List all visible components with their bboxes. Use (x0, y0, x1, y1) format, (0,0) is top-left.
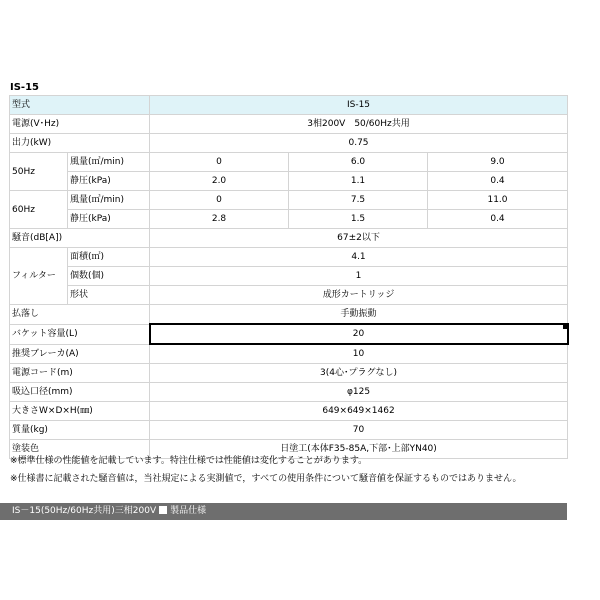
cell-value[interactable]: IS-15 (150, 96, 568, 115)
note-performance: ※標準仕様の性能値を記載しています。特注仕様では性能値は変化することがあります。 (10, 456, 368, 466)
cell-value[interactable]: 7.5 (289, 191, 428, 210)
cell-group[interactable]: 50Hz (10, 153, 68, 191)
table-row-cord (10, 364, 568, 383)
footer-bar (0, 503, 567, 520)
table-row-50hz-flow (10, 153, 568, 172)
cell-label[interactable]: 大きさW×D×H(㎜) (10, 402, 150, 421)
cell-label[interactable]: 電源(V･Hz) (10, 115, 150, 134)
table-row-noise (10, 229, 568, 248)
table-row-output (10, 134, 568, 153)
cell-label[interactable]: 面積(㎡) (68, 248, 150, 267)
sheet-title: IS-15 (10, 82, 39, 93)
footer-text: IS－15(50Hz/60Hz共用)三相200V (12, 506, 157, 516)
cell-value[interactable]: 1.5 (289, 210, 428, 229)
cell-value[interactable]: 成形カートリッジ (150, 286, 568, 305)
selected-cell[interactable]: 20 (150, 324, 568, 344)
cell-value[interactable]: 6.0 (289, 153, 428, 172)
table-row-50hz-pressure (10, 172, 568, 191)
cell-value[interactable]: 0.4 (428, 210, 568, 229)
table-row-filter-area (10, 248, 568, 267)
table-row-breaker (10, 344, 568, 364)
table-row-filter-count (10, 267, 568, 286)
square-icon (159, 506, 167, 514)
cell-value[interactable]: φ125 (150, 383, 568, 402)
cell-label[interactable]: 静圧(kPa) (68, 210, 150, 229)
cell-value[interactable]: 11.0 (428, 191, 568, 210)
table-row-60hz-pressure (10, 210, 568, 229)
cell-value[interactable]: 70 (150, 421, 568, 440)
table-row-power (10, 115, 568, 134)
cell-label[interactable]: 吸込口径(mm) (10, 383, 150, 402)
cell-label[interactable]: 推奨ブレーカ(A) (10, 344, 150, 364)
cell-label[interactable]: 型式 (10, 96, 150, 115)
cell-value[interactable]: 0 (150, 153, 289, 172)
cell-value[interactable]: 2.0 (150, 172, 289, 191)
cell-value[interactable]: 3(4心･プラグなし) (150, 364, 568, 383)
cell-value[interactable]: 10 (150, 344, 568, 364)
table-row-mass (10, 421, 568, 440)
cell-label[interactable]: バケット容量(L) (10, 324, 150, 344)
cell-label[interactable]: 出力(kW) (10, 134, 150, 153)
cell-value[interactable]: 0.4 (428, 172, 568, 191)
cell-value[interactable]: 1 (150, 267, 568, 286)
cell-value[interactable]: 67±2以下 (150, 229, 568, 248)
cell-value[interactable]: 手動振動 (150, 305, 568, 325)
cell-value[interactable]: 649×649×1462 (150, 402, 568, 421)
footer-text-suffix: 製品仕様 (170, 506, 207, 516)
cell-value[interactable]: 3相200V 50/60Hz共用 (150, 115, 568, 134)
cell-label[interactable]: 風量(㎥/min) (68, 191, 150, 210)
table-row-bucket (10, 324, 568, 344)
table-row-60hz-flow (10, 191, 568, 210)
spec-table (9, 95, 569, 459)
cell-label[interactable]: 払落し (10, 305, 150, 325)
cell-value[interactable]: 0.75 (150, 134, 568, 153)
cell-label[interactable]: 風量(㎥/min) (68, 153, 150, 172)
cell-label[interactable]: 静圧(kPa) (68, 172, 150, 191)
table-row-filter-shape (10, 286, 568, 305)
table-row-dusting (10, 305, 568, 325)
fill-handle[interactable] (563, 324, 568, 329)
table-row-model (10, 96, 568, 115)
cell-label[interactable]: 質量(kg) (10, 421, 150, 440)
cell-value[interactable]: 9.0 (428, 153, 568, 172)
cell-label[interactable]: 個数(個) (68, 267, 150, 286)
note-noise: ※仕様書に記載された騒音値は，当社規定による実測値で，すべての使用条件について騒音値を保証するものではありません。 (10, 474, 522, 484)
cell-label[interactable]: 騒音(dB[A]) (10, 229, 150, 248)
cell-label[interactable]: 電源コード(m) (10, 364, 150, 383)
cell-value[interactable]: 日塗工(本体F35-85A,下部･上部YN40) (150, 440, 568, 459)
cell-label[interactable]: 形状 (68, 286, 150, 305)
table-row-intake (10, 383, 568, 402)
cell-value[interactable]: 2.8 (150, 210, 289, 229)
cell-group[interactable]: フィルター (10, 248, 68, 305)
cell-label[interactable]: 塗装色 (10, 440, 150, 459)
cell-value[interactable]: 0 (150, 191, 289, 210)
cell-value[interactable]: 1.1 (289, 172, 428, 191)
cell-value[interactable]: 4.1 (150, 248, 568, 267)
cell-group[interactable]: 60Hz (10, 191, 68, 229)
table-row-size (10, 402, 568, 421)
